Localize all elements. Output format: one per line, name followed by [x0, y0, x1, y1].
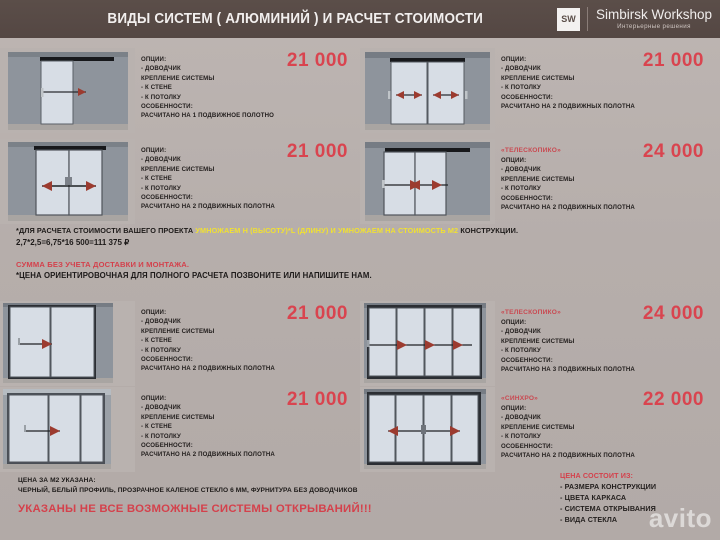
price-6: 24 000 [642, 303, 704, 324]
spec-item: ОСОБЕННОСТИ: [141, 103, 193, 111]
spec-item: - ДОВОДЧИК [501, 65, 541, 73]
spec-item: КРЕПЛЕНИЕ СИСТЕМЫ [141, 413, 215, 421]
spec-list-6 [501, 318, 716, 374]
price-basis-line-1: ЦЕНА ЗА М2 УКАЗАНА: [18, 477, 96, 484]
product-panel-3[interactable] [0, 139, 360, 224]
spec-item: - К СТЕНЕ [141, 175, 172, 183]
door-diagram-synchro-center [360, 387, 495, 472]
brand-text [596, 8, 712, 31]
spec-item: - ДОВОДЧИК [141, 318, 181, 326]
price-composition-item: - ЦВЕТА КАРКАСА [560, 493, 627, 502]
spec-item: ОСОБЕННОСТИ: [501, 93, 553, 101]
page-title: ВИДЫ СИСТЕМ ( АЛЮМИНИЙ ) И РАСЧЕТ СТОИМОСТИ [107, 11, 484, 27]
door-image-6 [360, 301, 495, 386]
spec-item: - К СТЕНЕ [141, 423, 172, 431]
price-composition-item: - ВИДА СТЕКЛА [560, 515, 618, 524]
product-panel-8[interactable] [360, 387, 720, 472]
spec-5 [135, 301, 360, 386]
spec-2 [495, 48, 720, 133]
product-panel-2[interactable] [360, 48, 720, 133]
door-image-1 [0, 48, 135, 133]
footer-note-block [18, 476, 558, 517]
price-4: 24 000 [642, 141, 704, 162]
spec-item: КРЕПЛЕНИЕ СИСТЕМЫ [141, 165, 215, 173]
page-header [0, 0, 720, 38]
spec-item: ОПЦИИ: [141, 309, 167, 316]
spec-item: ОСОБЕННОСТИ: [501, 442, 553, 450]
door-diagram-telescopic-three [360, 301, 495, 386]
price-basis-line-2: ЧЕРНЫЙ, БЕЛЫЙ ПРОФИЛЬ, ПРОЗРАЧНОЕ КАЛЕНОЕ СТЕКЛО 6 ММ, ФУРНИТУРА БЕЗ ДОВОДЧИКОВ [18, 487, 358, 494]
door-diagram-three-panel-one-slide [0, 301, 135, 386]
system-name-4: «ТЕЛЕСКОПИКО» [501, 147, 561, 154]
brand-block [557, 7, 720, 31]
door-diagram-four-panel-one-slide [0, 387, 135, 472]
door-image-4 [360, 139, 495, 224]
brand-divider [587, 7, 588, 31]
product-row-4 [0, 387, 720, 472]
price-2: 21 000 [642, 50, 704, 71]
spec-item: ОСОБЕННОСТИ: [141, 442, 193, 450]
product-panel-1[interactable] [0, 48, 360, 133]
spec-item: ОСОБЕННОСТИ: [501, 194, 553, 202]
door-image-7 [0, 387, 135, 472]
product-panel-7[interactable] [0, 387, 360, 472]
spec-item: РАСЧИТАНО НА 2 ПОДВИЖНЫХ ПОЛОТНА [141, 451, 275, 459]
spec-item: - К ПОТОЛКУ [141, 432, 182, 440]
spec-item: ОПЦИИ: [141, 395, 167, 402]
door-diagram-one-leaf-right [0, 48, 135, 133]
spec-item: КРЕПЛЕНИЕ СИСТЕМЫ [141, 74, 215, 82]
brand-name: Simbirsk Workshop [595, 6, 712, 22]
formula-example: 2,7*2,5=6,75*16 500=111 375 ₽ [16, 237, 130, 247]
spec-item: - К ПОТОЛКУ [501, 84, 542, 92]
calculation-note-block [16, 226, 716, 281]
formula-highlight: УМНОЖАЕМ Н (ВЫСОТУ)*L (ДЛИНУ) И УМНОЖАЕМ НА СТОИМОСТЬ М2 [195, 226, 459, 235]
product-panel-6[interactable] [360, 301, 720, 386]
formula-line [16, 226, 716, 237]
price-composition-block [560, 470, 710, 525]
spec-item: - К ПОТОЛКУ [141, 184, 182, 192]
spec-item: ОСОБЕННОСТИ: [501, 356, 553, 364]
door-diagram-two-leaf-center-open [0, 139, 135, 224]
spec-item: ОПЦИИ: [501, 319, 527, 326]
price-7: 21 000 [286, 389, 348, 410]
door-diagram-telescopic-two [360, 139, 495, 224]
spec-item: - ДОВОДЧИК [501, 414, 541, 422]
spec-item: РАСЧИТАНО НА 2 ПОДВИЖНЫХ ПОЛОТНА [141, 203, 275, 211]
door-image-8 [360, 387, 495, 472]
system-name-8: «СИНХРО» [501, 395, 539, 402]
spec-item: - ДОВОДЧИК [141, 65, 181, 73]
spec-item: РАСЧИТАНО НА 2 ПОДВИЖНЫХ ПОЛОТНА [501, 103, 635, 111]
spec-item: - ДОВОДЧИК [501, 328, 541, 336]
spec-item: РАСЧИТАНО НА 1 ПОДВИЖНОЕ ПОЛОТНО [141, 112, 275, 120]
door-image-2 [360, 48, 495, 133]
logo-mark-icon: SW [557, 8, 580, 31]
product-panel-5[interactable] [0, 301, 360, 386]
spec-item: ОПЦИИ: [501, 157, 527, 164]
spec-item: ОСОБЕННОСТИ: [141, 356, 193, 364]
estimate-note: *ЦЕНА ОРИЕНТИРОВОЧНАЯ ДЛЯ ПОЛНОГО РАСЧЕТА ПОЗВОНИТЕ ИЛИ НАПИШИТЕ НАМ. [16, 270, 372, 280]
price-composition-item: - СИСТЕМА ОТКРЫВАНИЯ [560, 504, 656, 513]
price-composition-heading: ЦЕНА СОСТОИТ ИЗ: [560, 471, 634, 480]
price-8: 22 000 [642, 389, 704, 410]
formula-suffix: КОНСТРУКЦИИ. [458, 226, 519, 235]
spec-item: - К ПОТОЛКУ [141, 93, 182, 101]
door-image-5 [0, 301, 135, 386]
system-name-6: «ТЕЛЕСКОПИКО» [501, 309, 561, 316]
avito-watermark: avito [648, 503, 712, 533]
spec-7 [135, 387, 360, 472]
product-panel-4[interactable] [360, 139, 720, 224]
price-1: 21 000 [286, 50, 348, 71]
delivery-note: СУММА БЕЗ УЧЕТА ДОСТАВКИ И МОНТАЖА. [16, 259, 190, 269]
spec-item: КРЕПЛЕНИЕ СИСТЕМЫ [501, 74, 575, 82]
spec-1 [135, 48, 360, 133]
spec-item: - К ПОТОЛКУ [141, 346, 182, 354]
spec-item: РАСЧИТАНО НА 2 ПОДВИЖНЫХ ПОЛОТНА [501, 204, 635, 212]
spec-item: ОСОБЕННОСТИ: [141, 194, 193, 202]
spec-item: РАСЧИТАНО НА 2 ПОДВИЖНЫХ ПОЛОТНА [501, 452, 635, 460]
door-image-3 [0, 139, 135, 224]
spec-item: КРЕПЛЕНИЕ СИСТЕМЫ [501, 423, 575, 431]
spec-list-4 [501, 156, 716, 212]
spec-item: - К ПОТОЛКУ [501, 347, 542, 355]
spec-4 [495, 139, 720, 224]
spec-item: - ДОВОДЧИК [501, 166, 541, 174]
price-5: 21 000 [286, 303, 348, 324]
spec-item: ОПЦИИ: [501, 405, 527, 412]
spec-3 [135, 139, 360, 224]
spec-item: - ДОВОДЧИК [141, 156, 181, 164]
spec-8 [495, 387, 720, 472]
door-diagram-two-leaf-double-arrow [360, 48, 495, 133]
spec-item: - К СТЕНЕ [141, 337, 172, 345]
brand-tagline: Интерьерные решения [617, 22, 691, 30]
price-composition-item: - РАЗМЕРА КОНСТРУКЦИИ [560, 482, 657, 491]
formula-prefix: *ДЛЯ РАСЧЕТА СТОИМОСТИ ВАШЕГО ПРОЕКТА [16, 226, 196, 235]
spec-item: ОПЦИИ: [141, 147, 167, 154]
systems-warning: УКАЗАНЫ НЕ ВСЕ ВОЗМОЖНЫЕ СИСТЕМЫ ОТКРЫВАНИЙ!!! [18, 503, 372, 515]
spec-item: ОПЦИИ: [501, 56, 527, 63]
spec-list-8 [501, 404, 716, 460]
spec-item: - К СТЕНЕ [141, 84, 172, 92]
spec-item: КРЕПЛЕНИЕ СИСТЕМЫ [501, 337, 575, 345]
spec-item: РАСЧИТАНО НА 3 ПОДВИЖНЫХ ПОЛОТНА [501, 366, 635, 374]
spec-item: - К ПОТОЛКУ [501, 433, 542, 441]
spec-item: РАСЧИТАНО НА 2 ПОДВИЖНЫХ ПОЛОТНА [141, 365, 275, 373]
product-row-3 [0, 301, 720, 386]
price-3: 21 000 [286, 141, 348, 162]
spec-item: ОПЦИИ: [141, 56, 167, 63]
spec-item: - ДОВОДЧИК [141, 404, 181, 412]
product-row-1 [0, 48, 720, 133]
product-row-2 [0, 139, 720, 224]
spec-6 [495, 301, 720, 386]
spec-item: КРЕПЛЕНИЕ СИСТЕМЫ [501, 175, 575, 183]
spec-item: - К ПОТОЛКУ [501, 185, 542, 193]
spec-item: КРЕПЛЕНИЕ СИСТЕМЫ [141, 327, 215, 335]
